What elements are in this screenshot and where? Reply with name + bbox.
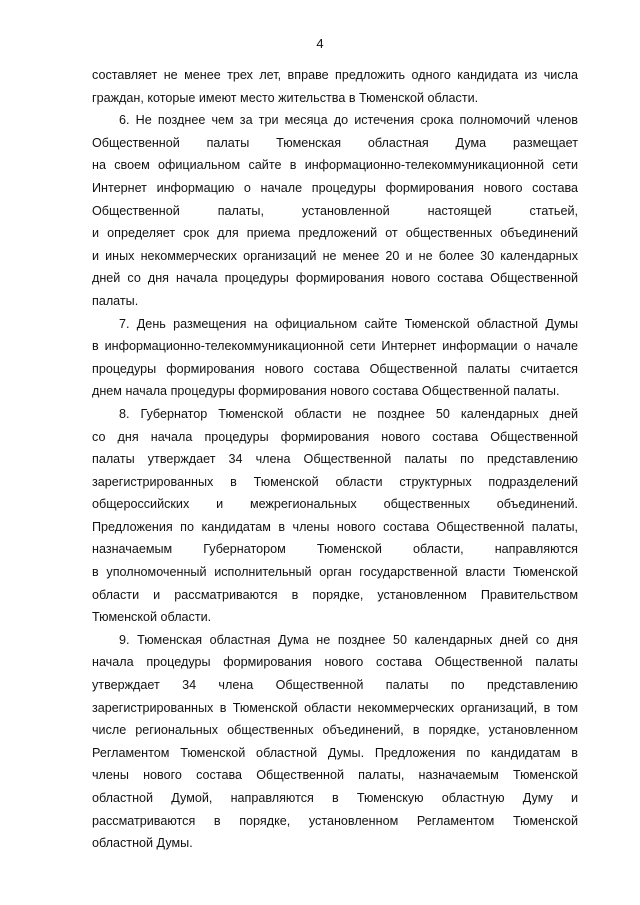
text-line: 8. Губернатор Тюменской области не позднее 50 календарных дней [119,406,578,421]
text-line: рассматриваются в порядке, установленном Регламентом Тюменской [92,813,578,828]
text-line: числе региональных общественных объединений, в порядке, установленном [92,723,578,738]
text-line: зарегистрированных в Тюменской области структурных подразделений [92,474,578,489]
page-number: 4 [316,36,324,51]
text-line: в уполномоченный исполнительный орган государственной власти Тюменской [92,565,578,580]
text-line: 9. Тюменская областная Дума не позднее 50 календарных дней со дня [119,632,578,647]
text-line: Предложения по кандидатам в члены нового состава Общественной палаты, [92,519,578,534]
paragraph [92,109,578,312]
paragraph [92,403,578,629]
text-line: и определяет срок для приема предложений от общественных объединений [92,226,578,241]
text-line: области и рассматриваются в порядке, установленном Правительством [92,587,578,602]
text-line: областной Думы. [92,836,193,851]
paragraph [92,629,578,855]
text-line: Общественной палаты, установленной настоящей статьей, [92,203,578,218]
text-line: начала процедуры формирования нового состава Общественной палаты [92,655,578,670]
text-line: назначаемым Губернатором Тюменской области, направляются [92,542,578,557]
text-line: на своем официальном сайте в информационно-телекоммуникационной сети [92,158,578,173]
document-body [92,64,578,855]
text-line: утверждает 34 члена Общественной палаты по представлению [92,678,578,693]
text-line: члены нового состава Общественной палаты, назначаемым Тюменской [92,768,578,783]
text-line: Общественной палаты Тюменская областная Дума размещает [92,135,578,150]
paragraph [92,64,578,109]
text-line: Интернет информацию о начале процедуры формирования нового состава [92,180,578,195]
text-line: и иных некоммерческих организаций не менее 20 и не более 30 календарных [92,248,578,263]
text-line: граждан, которые имеют место жительства в Тюменской области. [92,90,479,105]
text-line: общероссийских и межрегиональных общественных объединений. [92,497,578,512]
text-line: зарегистрированных в Тюменской области некоммерческих организаций, в том [92,700,578,715]
paragraph [92,313,578,403]
text-line: в информационно-телекоммуникационной сети Интернет информации о начале [92,339,578,354]
text-line: 7. День размещения на официальном сайте Тюменской областной Думы [119,316,578,331]
text-line: Тюменской области. [92,610,212,625]
text-line: днем начала процедуры формирования нового состава Общественной палаты. [92,384,560,399]
text-line: 6. Не позднее чем за три месяца до истечения срока полномочий членов [119,113,578,128]
text-line: палаты. [92,293,139,308]
text-line: процедуры формирования нового состава Общественной палаты считается [92,361,578,376]
text-line: палаты утверждает 34 члена Общественной палаты по представлению [92,452,578,467]
text-line: дней со дня начала процедуры формирования нового состава Общественной [92,271,578,286]
text-line: со дня начала процедуры формирования нового состава Общественной [92,429,578,444]
text-line: составляет не менее трех лет, вправе предложить одного кандидата из числа [92,68,578,82]
text-line: Регламентом Тюменской областной Думы. Предложения по кандидатам в [92,745,578,760]
text-line: областной Думой, направляются в Тюменскую областную Думу и [92,791,578,805]
